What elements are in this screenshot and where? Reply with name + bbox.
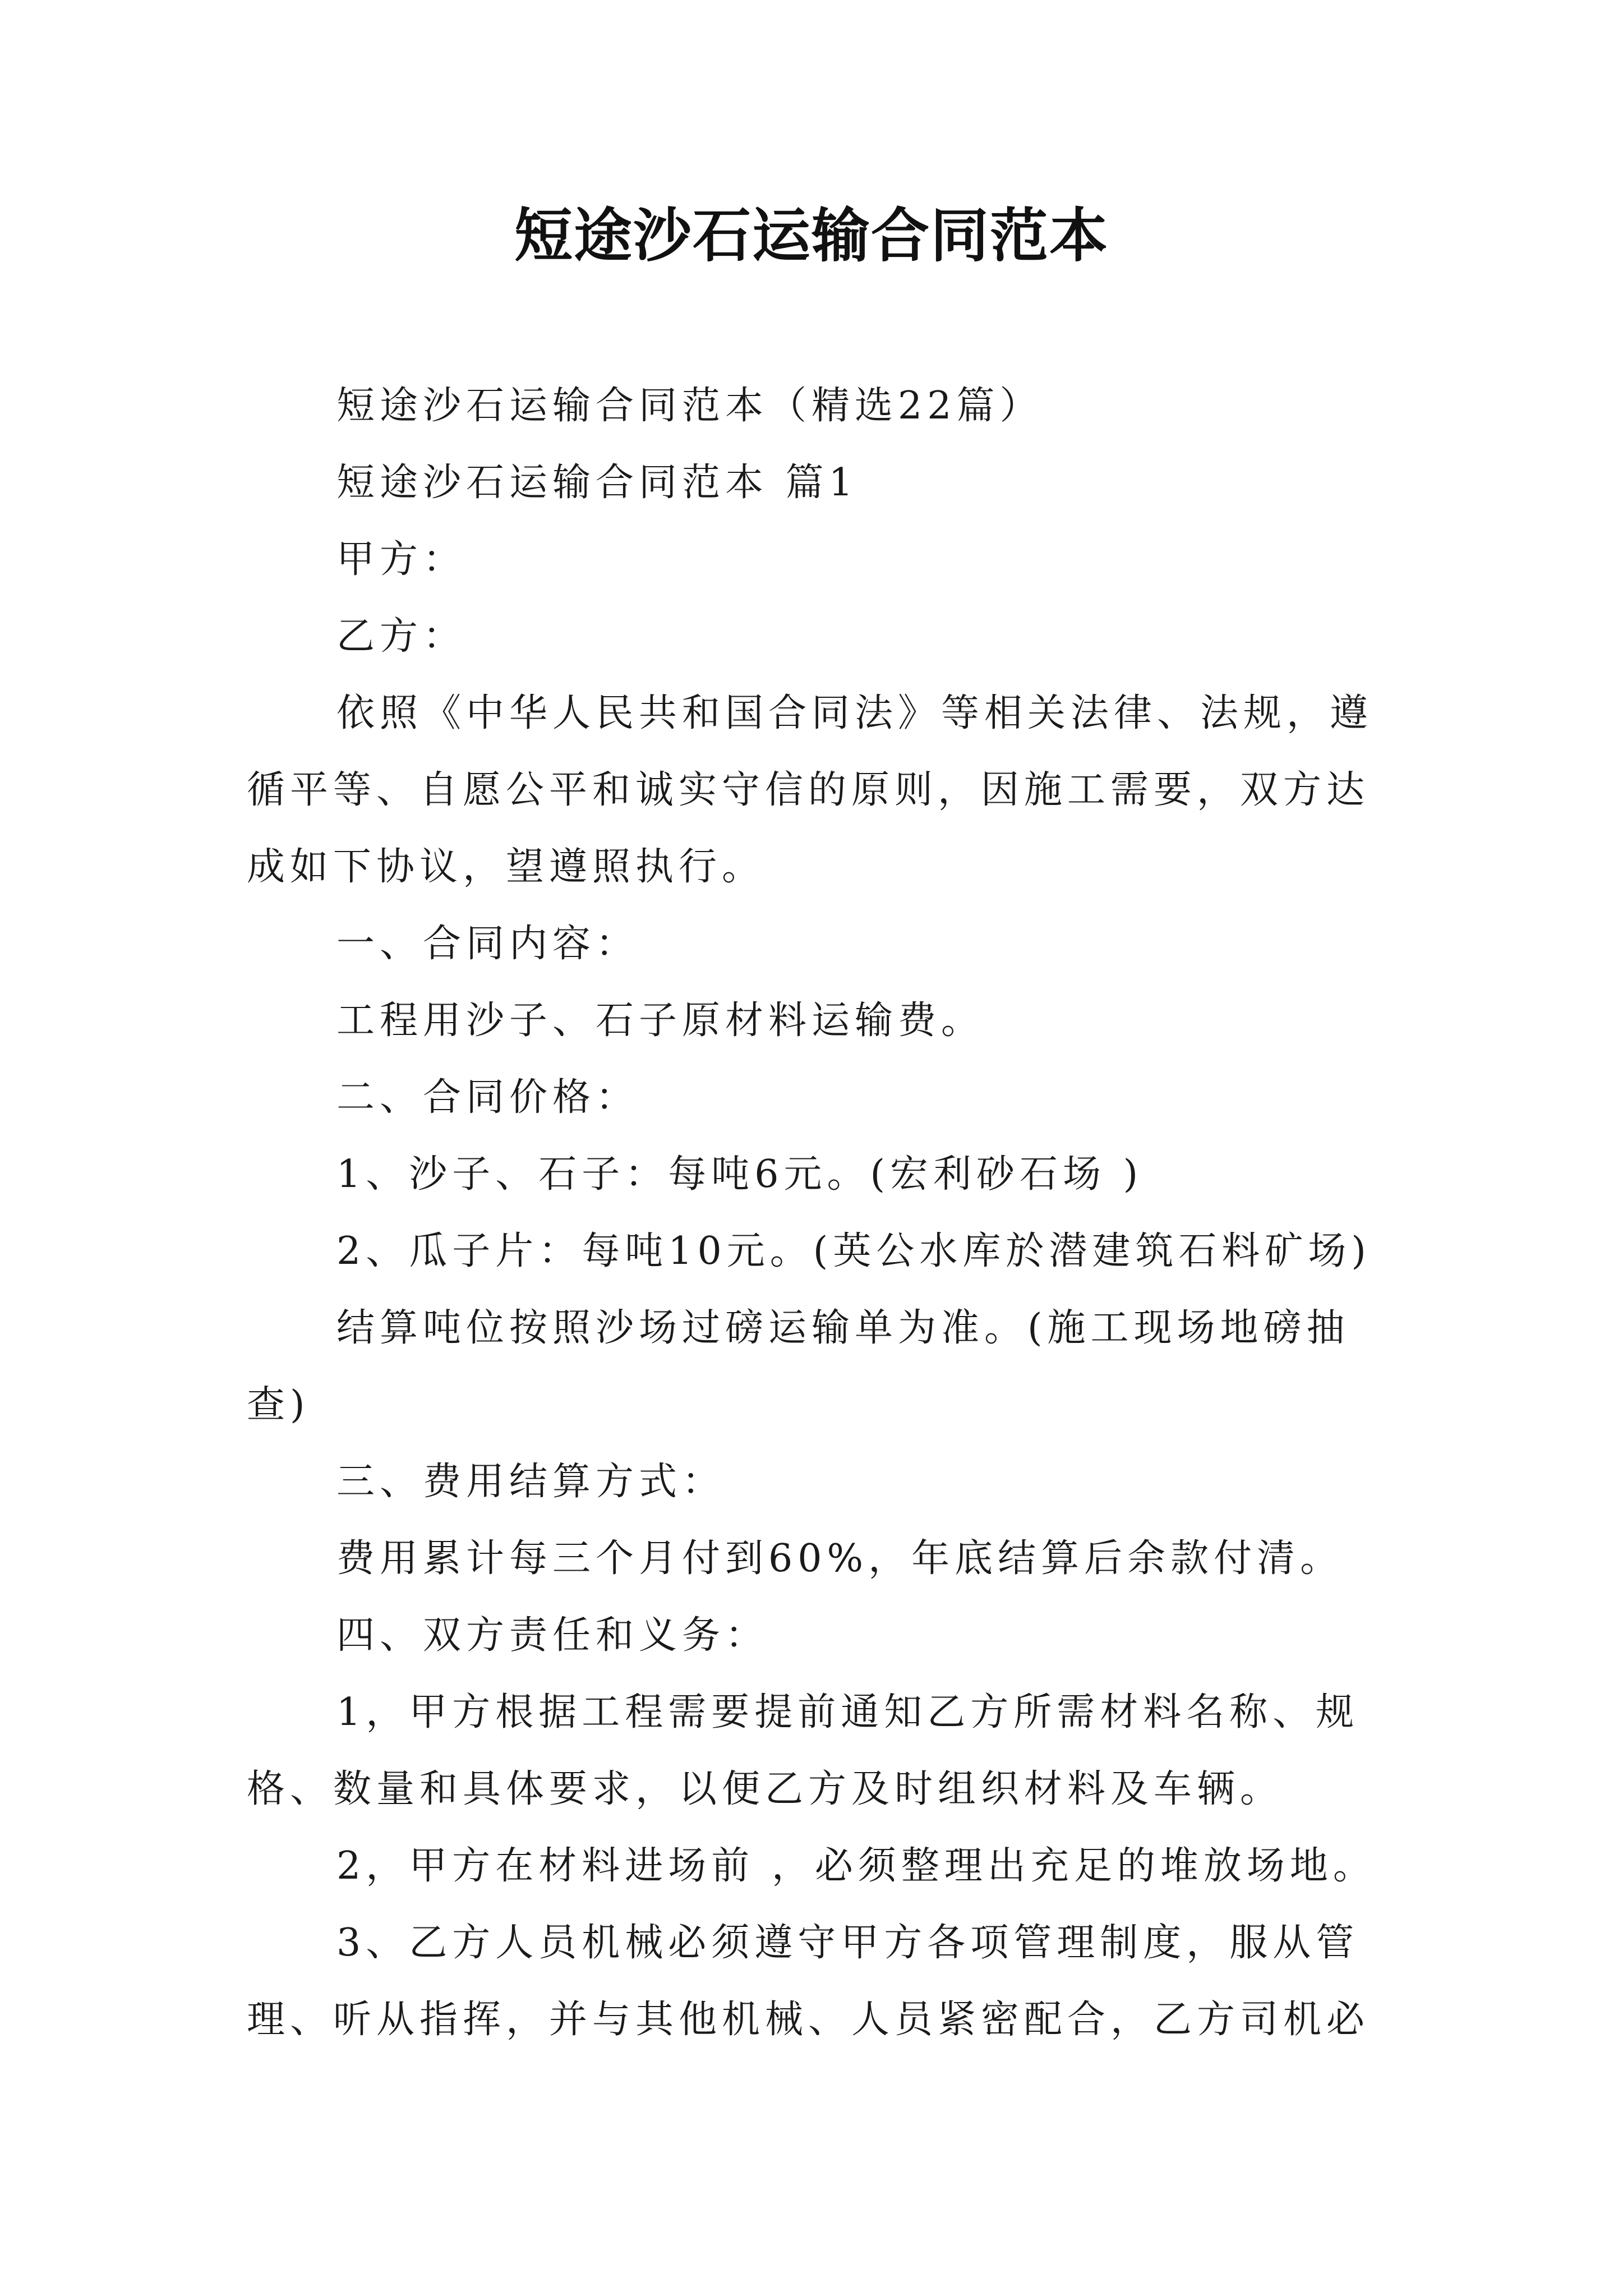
paragraph-contents: 工程用沙子、石子原材料运输费。 <box>336 999 985 1043</box>
paragraph-section-heading: 短途沙石运输合同范本 篇1 <box>336 461 858 505</box>
paragraph-preamble: 依照《中华人民共和国合同法》等相关法律、法规，遵循平等、自愿公平和诚实守信的原则，因施工需要，双方达成如下协议，望遵照执行。 <box>247 691 1373 889</box>
paragraph-heading-contents: 一、合同内容： <box>336 922 639 966</box>
paragraph-heading-price: 二、合同价格： <box>336 1075 639 1120</box>
paragraph-party-b: 乙方： <box>336 614 467 659</box>
paragraph-payment: 费用累计每三个月付到60%，年底结算后余款付清。 <box>336 1536 1344 1581</box>
paragraph-heading-payment: 三、费用结算方式： <box>336 1460 726 1504</box>
document-title: 短途沙石运输合同范本 <box>514 201 1109 270</box>
paragraph-subtitle: 短途沙石运输合同范本（精选22篇） <box>336 384 1043 428</box>
paragraph-duty-3: 3、乙方人员机械必须遵守甲方各项管理制度，服从管理、听从指挥，并与其他机械、人员紧密配合，乙方司机必 <box>247 1921 1370 2042</box>
paragraph-price-2: 2、瓜子片：每吨10元。(英公水库於潜建筑石料矿场) <box>336 1229 1371 1273</box>
document-body <box>247 367 1391 2058</box>
paragraph-settlement-tonnage: 结算吨位按照沙场过磅运输单为准。(施工现场地磅抽查) <box>247 1306 1350 1427</box>
paragraph-party-a: 甲方： <box>336 537 467 582</box>
paragraph-duty-1: 1，甲方根据工程需要提前通知乙方所需材料名称、规格、数量和具体要求，以便乙方及时组织材料及车辆。 <box>247 1690 1359 1811</box>
paragraph-price-1: 1、沙子、石子：每吨6元。(宏利砂石场 ) <box>336 1152 1144 1197</box>
paragraph-heading-duties: 四、双方责任和义务： <box>336 1613 769 1658</box>
paragraph-duty-2: 2，甲方在材料进场前 ，必须整理出充足的堆放场地。 <box>336 1844 1376 1888</box>
